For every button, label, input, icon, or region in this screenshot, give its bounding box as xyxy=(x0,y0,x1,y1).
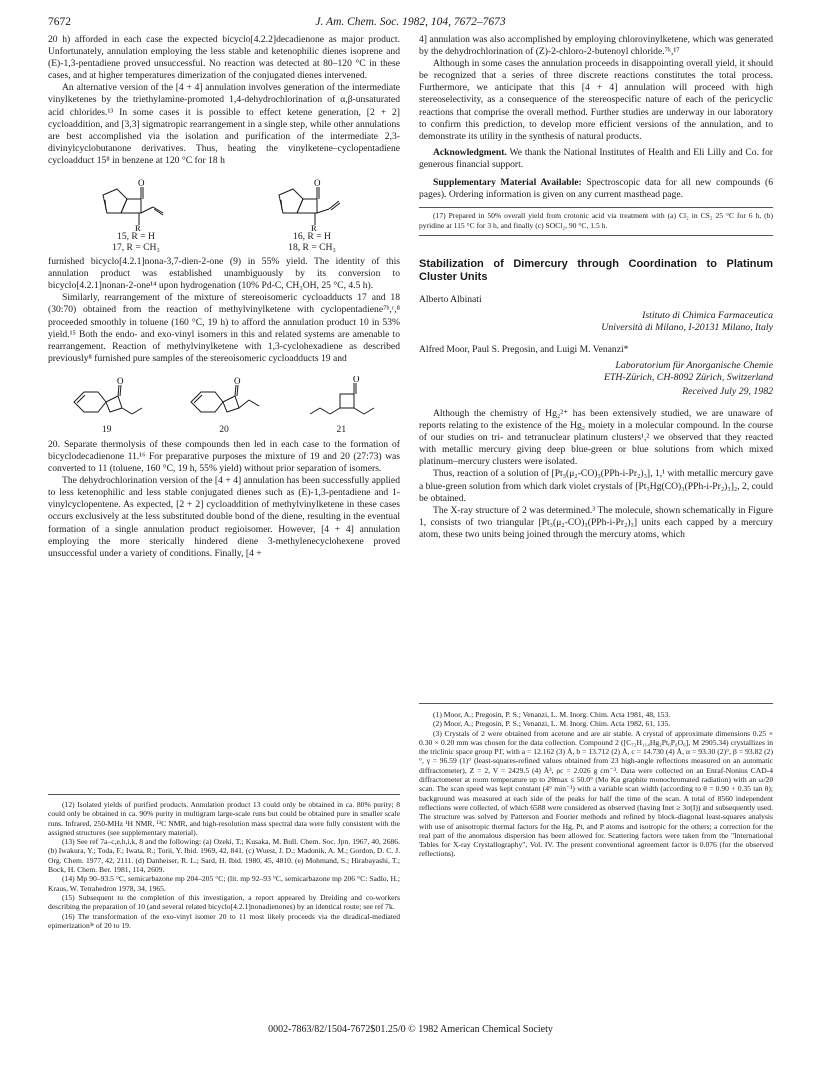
acknowledgment-text: We thank the National Institutes of Health and Eli Lilly and Co. for generous financial support. xyxy=(419,146,773,170)
supplementary-label: Supplementary Material Available: xyxy=(433,177,582,189)
left-paragraph-6: The dehydrochlorination version of the [4 + 4] annulation has been successfully applied to less ketenophilic and less stable conjugated dienes such as (E)-1,3-pentadiene and 1-vinylcyclopentene. As expected, [2 + 2] cycloaddition of methylvinylketene in these cases occurs exclusively at the less substituted double bond of the diene, resulting in the eventual formation of a single annulation product regioisomer. However, [4 + 4] annulation employing the more sterically hindered diene 3-methylenecyclohexene proved unsuccessful under a variety of conditions. Finally, [4 + xyxy=(48,475,400,559)
received-date: Received July 29, 1982 xyxy=(682,386,773,397)
right-paragraph-3: Although the chemistry of Hg₂²⁺ has been extensively studied, we are unaware of reports relating to the existence of the Hg₂ moiety in a molecular compound. In the course of our studies on tri- and tetranuclear platinum clusters¹,² we observed that they reacted with metallic mercury giving deep blue-green or blue solutions from which mixed platinum–mercury clusters were isolated. xyxy=(419,408,773,468)
right-column xyxy=(419,34,773,541)
cycloadduct-21-drawing xyxy=(296,376,386,424)
structure-21 xyxy=(296,376,386,435)
affiliation-1-line-1: Istituto di Chimica Farmaceutica xyxy=(642,309,773,321)
right-footnotes xyxy=(419,710,773,859)
footnote: (15) Subsequent to the completion of this investigation, a report appeared by Dreiding and co-workers describing the preparation of 10 (and several related bicyclo[4.2.1]nonadienones) by an identical route; see ref 7k. xyxy=(48,892,400,912)
footnote-17: (17) Prepared in 50% overall yield from crotonic acid via treatment with (a) Cl₂ in CS₂ 25 °C for 6 h, (b) pyridine at 115 °C for 3 h, and finally (c) SOCl₂, 90 °C, 1.5 h. xyxy=(419,211,773,230)
footnote: (2) Moor, A.; Pregosin, P. S.; Venanzi, L. M. Inorg. Chim. Acta 1982, 61, 135. xyxy=(433,719,671,729)
footnote-rule-left xyxy=(48,794,400,795)
compound-label: 19 xyxy=(101,423,112,435)
acknowledgment-label: Acknowledgment. xyxy=(433,146,507,158)
carbonyl-o-label: O xyxy=(138,179,145,189)
right-paragraph-1: 4] annulation was also accomplished by employing chlorovinylketene, which was generated by the dehydrochlorination of (Z)-2-chloro-2-butenoyl chloride.⁷ᵏ,¹⁷ xyxy=(419,34,773,58)
carbonyl-o-label: O xyxy=(233,375,241,386)
compound-label: 21 xyxy=(336,423,347,435)
compound-label: 15, R = H xyxy=(117,231,155,243)
compound-label: 18, R = CH₃ xyxy=(288,242,336,254)
footnote: (12) Isolated yields of purified products. Annulation product 13 could only be obtained in ca. 80% purity; 8 could only be obtained in ca. 90% purity in multigram large-scale runs but could be obtained pure in smaller scale runs. Infrared, 250-MHz ¹H NMR, ¹³C NMR, and high-resolution mass spectral data were fully consistent with the assigned structures (see supplementary material). xyxy=(48,800,400,837)
page-number: 7672 xyxy=(48,16,71,28)
compound-label: 20 xyxy=(219,423,229,435)
left-footnotes xyxy=(48,800,400,930)
affiliation-2-line-2: ETH-Zürich, CH-8092 Zürich, Switzerland xyxy=(603,372,773,383)
structure-20 xyxy=(179,376,269,435)
footnote: (14) Mp 90–93.5 °C, semicarbazone mp 204–205 °C; (lit. mp 92–93 °C, semicarbazone mp 206 °C: Sadlo, H.; Kraus, W. Tetrahedron 1978, 34, 1965. xyxy=(48,874,400,893)
bicyclic-cycloadduct-drawing-a xyxy=(81,179,191,231)
bicyclic-cycloadduct-drawing-b xyxy=(257,179,367,231)
substituent-r-label: R xyxy=(135,223,141,232)
right-paragraph-4: Thus, reaction of a solution of [Pt₃(μ₂-CO)₃(PPh-i-Pr₂)₃], 1,¹ with metallic mercury gave a blue-green solution from which dark violet crystals of [Pt₃Hg(CO)₃(PPh-i-Pr₂)₃]₂, 2, could be obtained. xyxy=(419,468,773,504)
footnote-rule-right xyxy=(419,703,773,704)
acknowledgment xyxy=(419,147,773,171)
carbonyl-o-label: O xyxy=(116,375,124,386)
carbonyl-o-label: O xyxy=(314,179,321,189)
compound-label: 16, R = H xyxy=(293,231,331,243)
substituent-r-label: R xyxy=(311,223,317,232)
authors-2: Alfred Moor, Paul S. Pregosin, and Luigi M. Venanzi* xyxy=(419,343,629,355)
supplementary-text: Spectroscopic data for all new compounds (6 pages). Ordering information is given on any current masthead page. xyxy=(419,177,773,201)
cycloadduct-20-drawing xyxy=(179,376,269,424)
supplementary-material xyxy=(419,177,773,201)
right-paragraph-2: Although in some cases the annulation proceeds in disappointing overall yield, it should be recognized that a series of three discrete reactions constitutes the total process. Furthermore, we anticipate that this [4 + 4] annulation will proceed with high stereoselectivity, as a consequence of the stereospecific nature of each of the pericyclic reactions that comprise the overall method. Further studies are underway in our laboratory to confirm this prediction, to develop more efficient versions of the annulation, and to demonstrate its utility in the synthesis of natural products. xyxy=(419,58,773,142)
journal-header: J. Am. Chem. Soc. 1982, 104, 7672–7673 xyxy=(315,16,506,28)
left-paragraph-1: 20 h) afforded in each case the expected bicyclo[4.2.2]decadienone as major product. Unfortunately, annulation employing the less stable and ketenophilic dienes isoprene and (E)-1,3-pentadiene proved unsuccessful. No reaction was detected at 80–120 °C in these cases, and at higher temperatures dimerization of the conjugated dienes intervened. xyxy=(48,34,400,82)
structures-19-21 xyxy=(48,371,400,435)
left-paragraph-2: An alternative version of the [4 + 4] annulation involves generation of the intermediate vinylketenes by the triethylamine-promoted 1,4-dehydrochlorination of α,β-unsaturated acid chlorides.¹³ In some cases it is possible to effect ketene generation, [2 + 2] cycloaddition, and [3,3] sigmatropic rearrangement in a single step, while other annulations are best accomplished via the isolation and purification of the intermediate 2,3-divinylcyclobutanone derivatives. Thus, heating the vinylketene–cyclopentadiene cycloadduct 15⁸ in benzene at 120 °C for 18 h xyxy=(48,82,400,166)
left-paragraph-5: 20. Separate thermolysis of these compounds then led in each case to the formation of bicyclodecadienone 11.¹⁶ For preparative purposes the mixture of 19 and 20 (27:73) was converted to 11 (toluene, 160 °C, 19 h, 55% yield) without prior separation of isomers. xyxy=(48,438,400,475)
structure-16-18 xyxy=(257,179,367,253)
left-paragraph-3: furnished bicyclo[4.2.1]nona-3,7-dien-2-one (9) in 55% yield. The identity of this annulation product was established unambiguously by its conversion to bicyclo[4.2.1]nonan-2-one¹⁴ upon hydrogenation (10% Pd-C, CH₃OH, 25 °C, 4.5 h). xyxy=(48,256,400,292)
footnote: (1) Moor, A.; Pregosin, P. S.; Venanzi, L. M. Inorg. Chim. Acta 1981, 48, 153. xyxy=(433,710,671,719)
structure-15-17 xyxy=(81,179,191,253)
page-footer: 0002-7863/82/1504-7672$01.25/0 © 1982 American Chemical Society xyxy=(268,1024,553,1035)
structure-19 xyxy=(62,376,152,435)
right-paragraph-5: The X-ray structure of 2 was determined.³ The molecule, shown schematically in Figure 1, consists of two triangular [Pt₃(μ₂-CO)₃(PPh-i-Pr₂)₃] units each capped by a mercury atom, these two units being joined through the mercury atoms, which xyxy=(419,504,773,540)
author-1: Alberto Albinati xyxy=(419,293,482,305)
affiliation-1-line-2: Università di Milano, I-20131 Milano, Italy xyxy=(601,321,773,333)
article-title: Stabilization of Dimercury through Coordination to Platinum Cluster Units xyxy=(419,257,773,284)
carbonyl-o-label: O xyxy=(353,375,360,384)
footnote: (13) See ref 7a–c,e,h,i,k, 8 and the following: (a) Ozeki, T.; Kusaka, M. Bull. Chem. Soc. Jpn. 1967, 40, 2686. (b) Iwakura, Y.; Toda, F.; Iwata, R.; Torii, Y. Ibid. 1969, 42, 841. (c) Wuest, J. D.; Madonik, A. M.; Gordon, D. C. J. Org. Chem. 1977, 42, 2111. (d) Danheiser, R. L.; Sard, H. Ibid. 1980, 45, 4810. (e) Mohmand, S.; Hirabayashi, T.; Bock, H. Chem. Ber. 1981, 114, 2609. xyxy=(48,837,400,875)
left-paragraph-4: Similarly, rearrangement of the mixture of stereoisomeric cycloadducts 17 and 18 (30:70) obtained from the reaction of methylvinylketene with cyclopentadiene⁷ᵇ,ᶜ,⁸ proceeded smoothly in toluene (160 °C, 19 h) to afford the annulation product 10 in 53% yield.¹⁵ Both the endo- and exo-vinyl isomers in this and related systems are amenable to rearrangement. Reaction of methylvinylketene with 1,3-cyclohexadiene as described previously⁸ furnished pure samples of the stereoisomeric cycloadducts 19 and xyxy=(48,292,400,364)
left-column xyxy=(48,34,400,560)
cycloadduct-19-drawing xyxy=(62,376,152,424)
structures-15-18 xyxy=(48,173,400,253)
compound-label: 17, R = CH₃ xyxy=(112,242,160,254)
footnote: (3) Crystals of 2 were obtained from acetone and are air stable. A crystal of approximate dimensions 0.25 × 0.30 × 0.20 mm was chosen for the data collection. Compound 2 ([C₇₂H₁₁₄Hg₂Pt₆P₆O₆], M 2905.34) crystallizes in the triclinic space group P1̄, with a = 12.162 (3) Å, b = 13.712 (2) Å, c = 14.730 (4) Å, α = 93.30 (2)°, β = 93.82 (2)°, γ = 96.59 (1)° (least-squares-refined values obtained from 23 high-angle reflections measured on an automatic diffractometer), Z = 2, V = 2429.5 (4) Å³, ρc = 2.026 g cm⁻³. Data were collected on an Enraf-Nonius CAD-4 diffractometer at room temperature up to 2θmax ≤ 50.0° (Mo Kα graphite monochromated radiation) with an ω/2θ scan. The scan speed was kept constant (4° min⁻¹) with a variable scan width (according to θ = 0.90 + 0.35 tan θ); background was measured at each side of the peaks for half the time of the scan. A total of 8560 independent reflections were collected, of which 6588 were considered as observed (having Inet ≥ 3σ(I)) and subsequently used. The structure was solved by Patterson and Fourier methods and refined by block-diagonal least-squares analysis with use of anisotropic thermal factors for the Hg, Pt, and P atoms and isotropic for the others; a correction for the real part of the anomalous dispersion has been allowed for. Scattering factors were taken from the "International Tables for X-ray Crystallography", Vol. IV. The present conventional agreement factor is 0.076 (for the observed reflections). xyxy=(419,728,773,859)
footnote: (16) The transformation of the exo-vinyl isomer 20 to 11 most likely proceeds via the diradical-mediated epimerization³ᵉ of 20 to 19. xyxy=(48,911,400,930)
affiliation-2-line-1: Laboratorium für Anorganische Chemie xyxy=(615,360,773,371)
